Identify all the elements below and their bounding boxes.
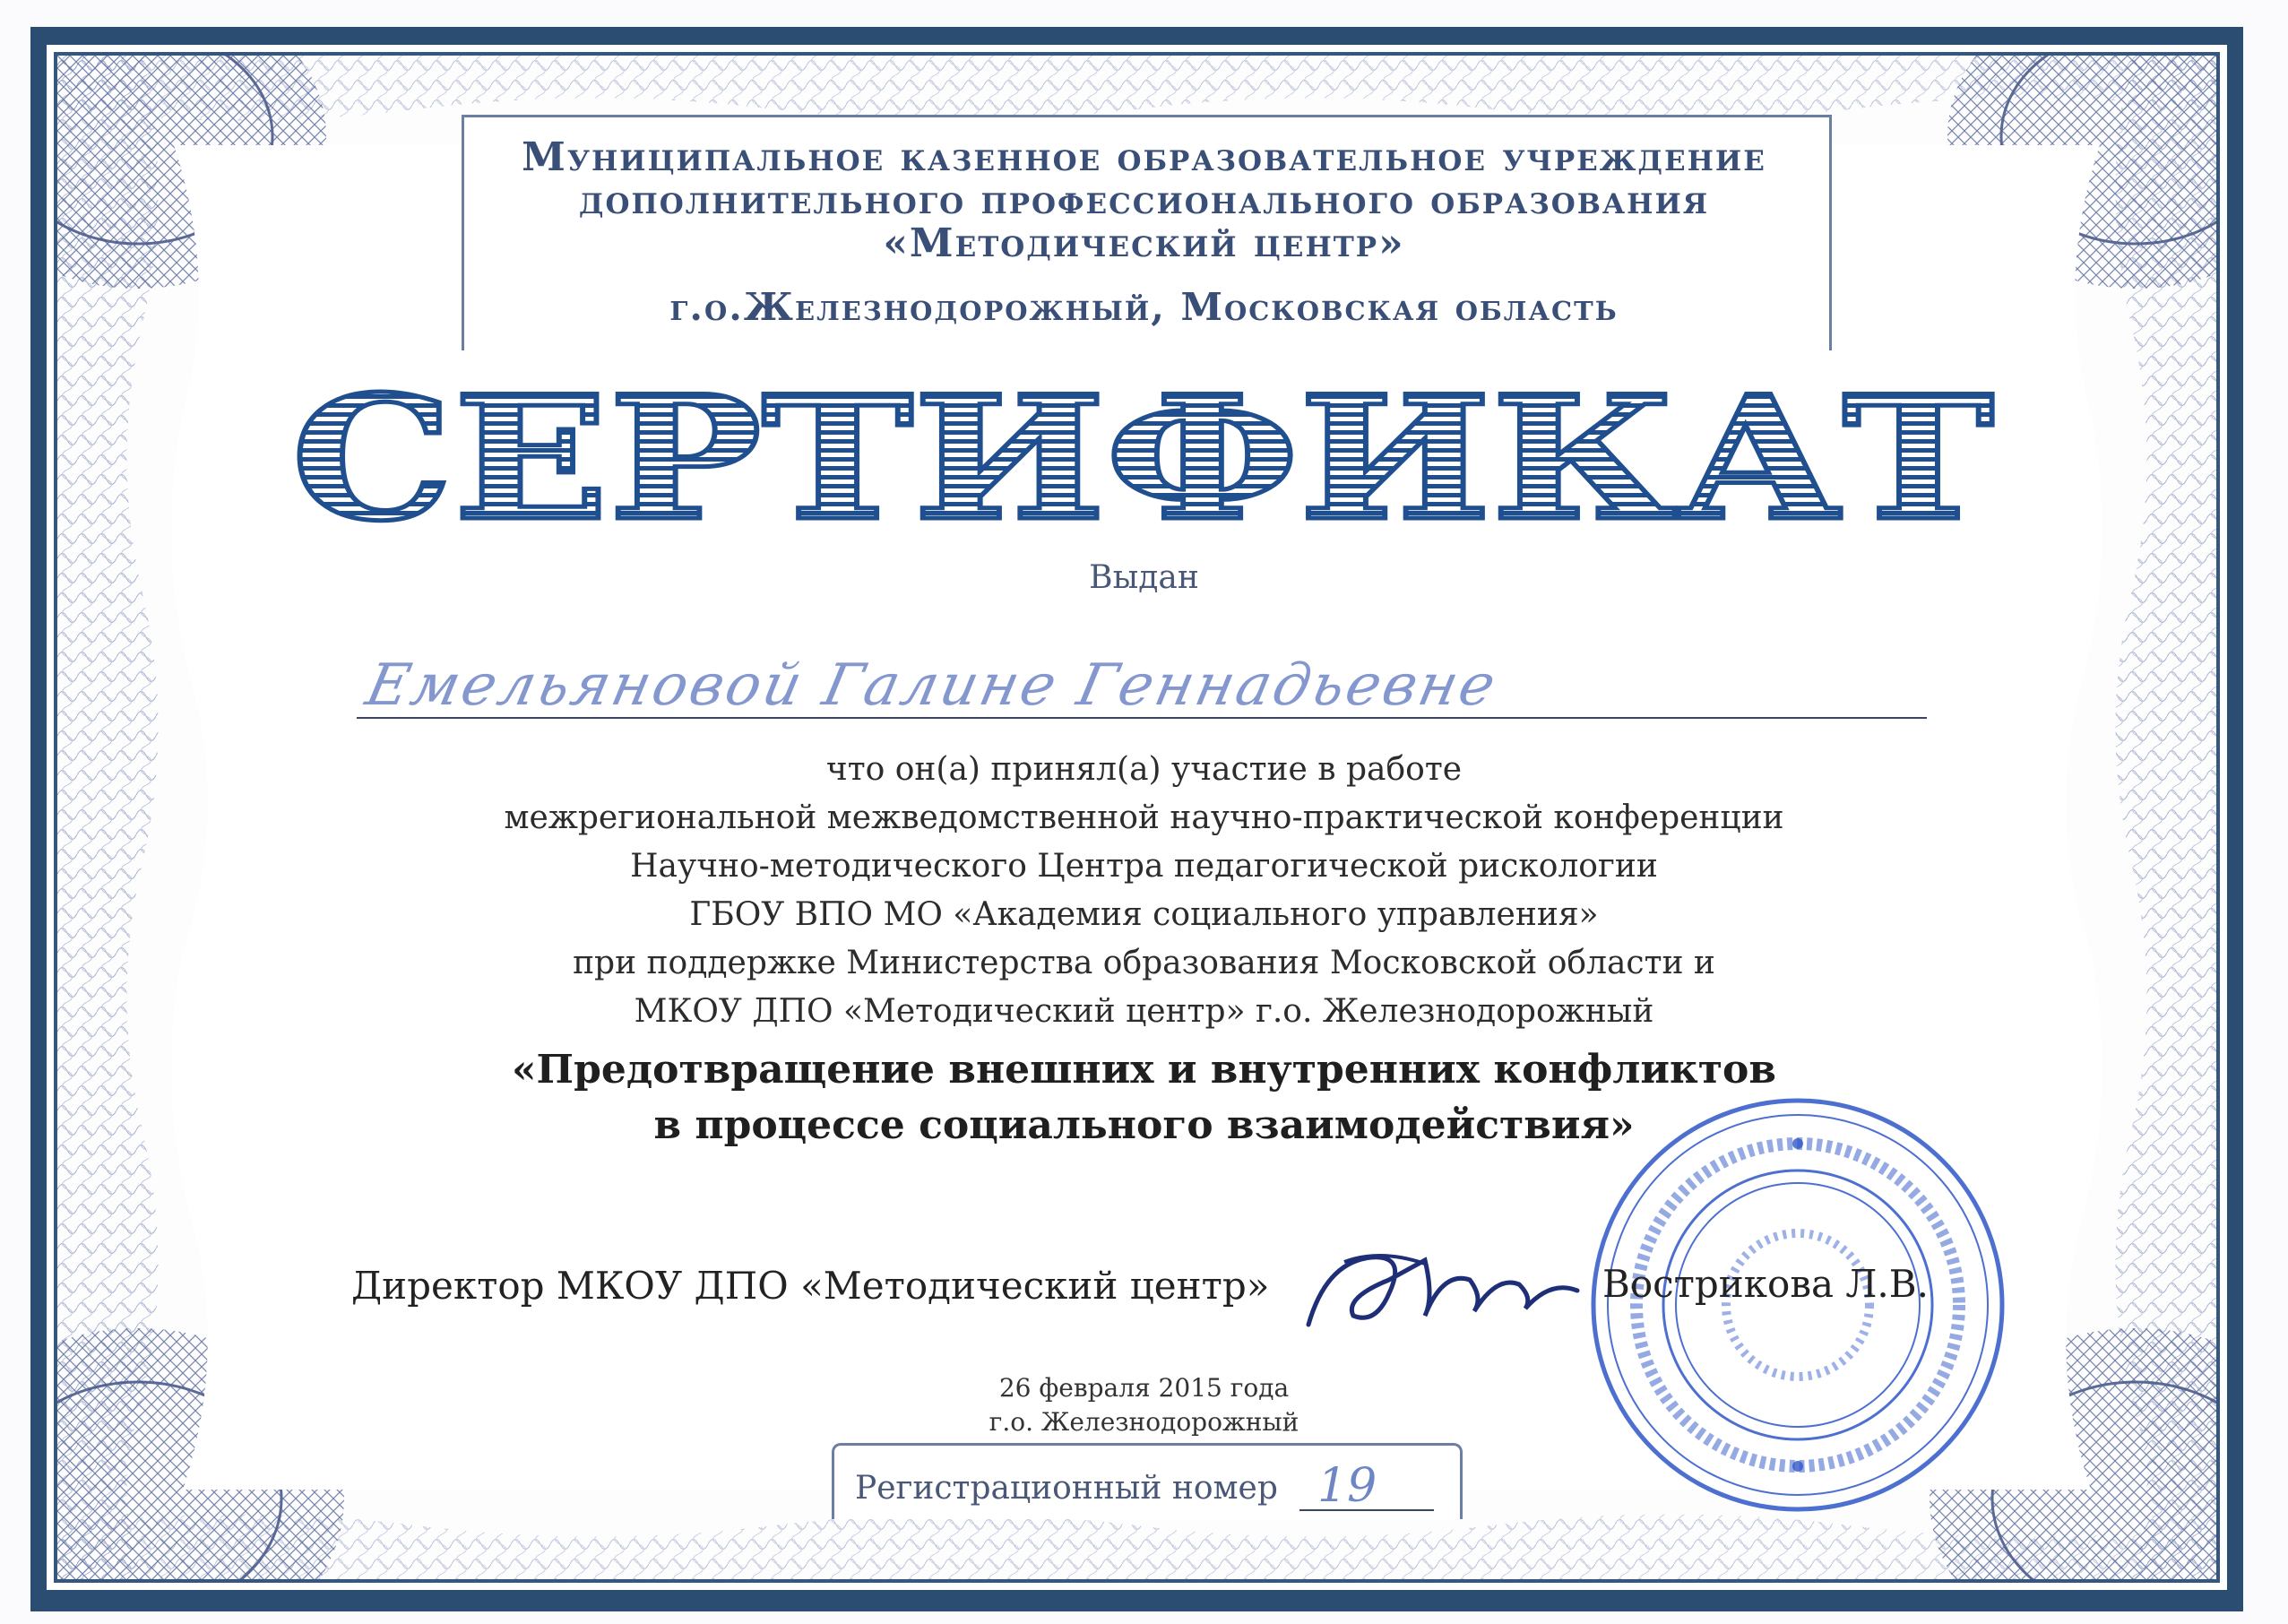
director-name: Вострикова Л.В. bbox=[1602, 1262, 1929, 1306]
body-line-3: Научно-методического Центра педагогической рискологии bbox=[630, 848, 1658, 885]
body-line-1: что он(а) принял(а) участие в работе bbox=[825, 751, 1463, 788]
header-line-2: дополнительного профессионального образования bbox=[578, 177, 1710, 223]
body-line-5: при поддержке Министерства образования Московской области и bbox=[573, 945, 1715, 981]
issued-label: Выдан bbox=[1089, 559, 1199, 596]
header-line-3: «Методический центр» bbox=[883, 220, 1405, 266]
issue-place: г.о. Железнодорожный bbox=[989, 1407, 1299, 1437]
certificate-title bbox=[278, 367, 2007, 547]
body-line-6: МКОУ ДПО «Методический центр» г.о. Железнодорожный bbox=[634, 993, 1654, 1030]
header-location: г.о.Железнодорожный, Московская область bbox=[669, 285, 1619, 329]
topic-line-1: «Предотвращение внешних и внутренних конфликтов bbox=[512, 1047, 1776, 1093]
registration-label: Регистрационный номер bbox=[855, 1470, 1278, 1507]
recipient-underline bbox=[357, 717, 1927, 719]
director-role: Директор МКОУ ДПО «Методический центр» bbox=[351, 1264, 1270, 1308]
director-signature bbox=[1291, 1244, 1595, 1343]
issue-date: 26 февраля 2015 года bbox=[998, 1373, 1290, 1403]
body-line-4: ГБОУ ВПО МО «Академия социального управления» bbox=[689, 896, 1599, 933]
registration-underline bbox=[1299, 1509, 1434, 1511]
title-text: СЕРТИФИКАТ bbox=[291, 367, 1994, 547]
body-line-2: межрегиональной межведомственной научно-практической конференции bbox=[504, 799, 1784, 836]
recipient-handwritten: Емельяновой Галине Геннадьевне bbox=[360, 652, 1504, 719]
header-line-1: Муниципальное казенное образовательное учреждение bbox=[522, 134, 1766, 180]
topic-line-2: в процессе социального взаимодействия» bbox=[653, 1102, 1635, 1148]
registration-number: 19 bbox=[1317, 1459, 1377, 1513]
